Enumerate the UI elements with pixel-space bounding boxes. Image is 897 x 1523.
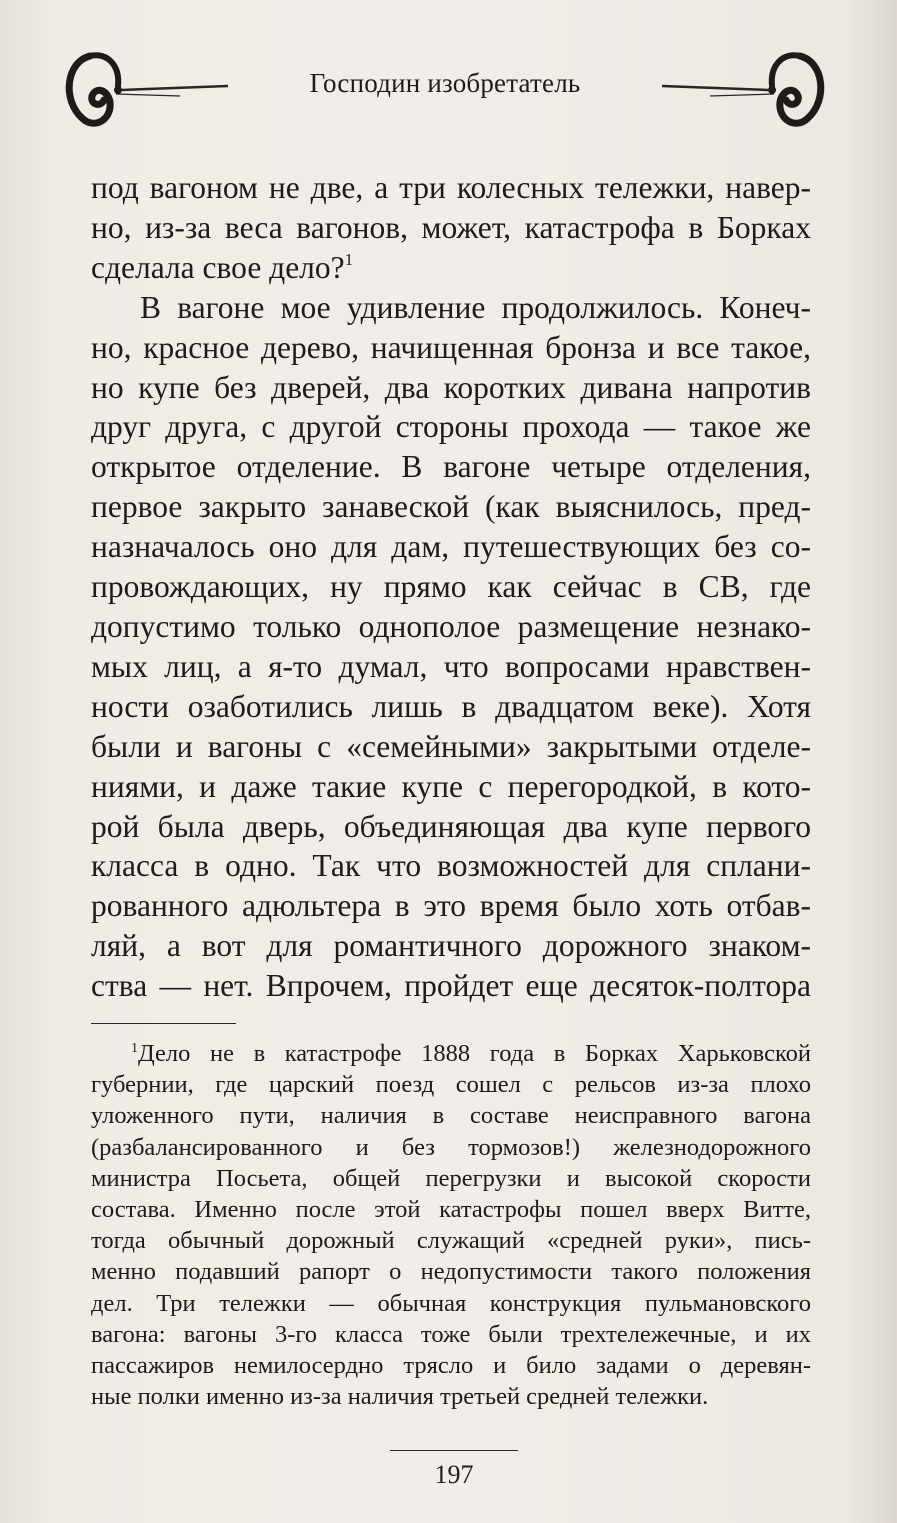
footnote-marker: 1 <box>131 1041 138 1056</box>
footnote-line: уложенного пути, наличия в составе неисправного вагона <box>91 1102 811 1130</box>
page-number: 197 <box>434 1460 474 1489</box>
footnote-line: менно подавший рапорт о недопустимости такого положения <box>91 1258 811 1286</box>
text-line: ства — нет. Впрочем, пройдет еще десяток-полтора <box>91 968 811 1004</box>
footnote <box>91 1038 811 1412</box>
text-line: рой была дверь, объединяющая два купе первого <box>91 808 811 844</box>
text-line: но купе без дверей, два коротких дивана напротив <box>91 369 811 405</box>
text-line: друг друга, с другой стороны прохода — такое же <box>91 409 811 445</box>
footnote-line: $^1$Дело не в катастрофе 1888 года в Борках Харьковской <box>131 1040 811 1067</box>
footnote-line: губернии, где царский поезд сошел с рельсов из-за плохо <box>91 1071 811 1099</box>
footnote-reference[interactable]: 1 <box>344 249 354 269</box>
running-header <box>60 46 830 136</box>
text-line: ляй, а вот для романтичного дорожного знаком- <box>91 928 811 964</box>
footnote-line: (разбалансированного и без тормозов!) железнодорожного <box>91 1133 811 1161</box>
running-title: Господин изобретатель <box>309 68 581 98</box>
folio-rule <box>390 1450 518 1451</box>
text-line: В вагоне мое удивление продолжилось. Конеч- <box>140 289 811 325</box>
footnote-line: тогда обычный дорожный служащий «средней руки», пись- <box>91 1227 811 1255</box>
text-line: сделала свое дело?$^1$ <box>91 249 354 285</box>
text-line: ниями, и даже такие купе с перегородкой, в кото- <box>91 768 811 804</box>
text-line: но, из-за веса вагонов, может, катастрофа в Борках <box>91 209 811 245</box>
footnote-separator <box>91 1023 236 1024</box>
text-line: были и вагоны с «семейными» закрытыми отделе- <box>91 728 811 764</box>
text-line: назначалось оно для дам, путешествующих без со- <box>91 529 811 565</box>
text-line: под вагоном не две, а три колесных тележки, навер- <box>91 170 811 205</box>
text-line: провождающих, ну прямо как сейчас в СВ, где <box>91 569 811 605</box>
footnote-line: пассажиров немилосердно трясло и било задами о деревян- <box>91 1352 811 1380</box>
footnote-line: вагона: вагоны 3-го класса тоже были трехтележечные, и их <box>91 1320 811 1348</box>
text-line: ности озаботились лишь в двадцатом веке). Хотя <box>91 688 811 724</box>
text-line: допустимо только однополое размещение незнако- <box>91 608 811 644</box>
footnote-line: министра Посьета, общей перегрузки и высокой скорости <box>91 1164 811 1192</box>
text-line: рованного адюльтера в это время было хоть отбав- <box>91 888 811 924</box>
footnote-line: ные полки именно из-за наличия третьей средней тележки. <box>91 1383 709 1411</box>
main-text <box>91 168 811 1006</box>
text-line: мых лиц, а я-то думал, что вопросами нравствен- <box>91 648 811 684</box>
footnote-line: состава. Именно после этой катастрофы пошел вверх Витте, <box>91 1196 811 1224</box>
text-line: первое закрыто занавеской (как выяснилось, пред- <box>91 489 811 525</box>
text-line: класса в одно. Так что возможностей для сплани- <box>91 848 811 884</box>
ring-knot-ornament-icon <box>660 46 830 136</box>
footnote-line: дел. Три тележки — обычная конструкция пульмановского <box>91 1289 811 1317</box>
text-line: открытое отделение. В вагоне четыре отделения, <box>91 449 811 485</box>
text-line: но, красное дерево, начищенная бронза и все такое, <box>91 329 811 365</box>
